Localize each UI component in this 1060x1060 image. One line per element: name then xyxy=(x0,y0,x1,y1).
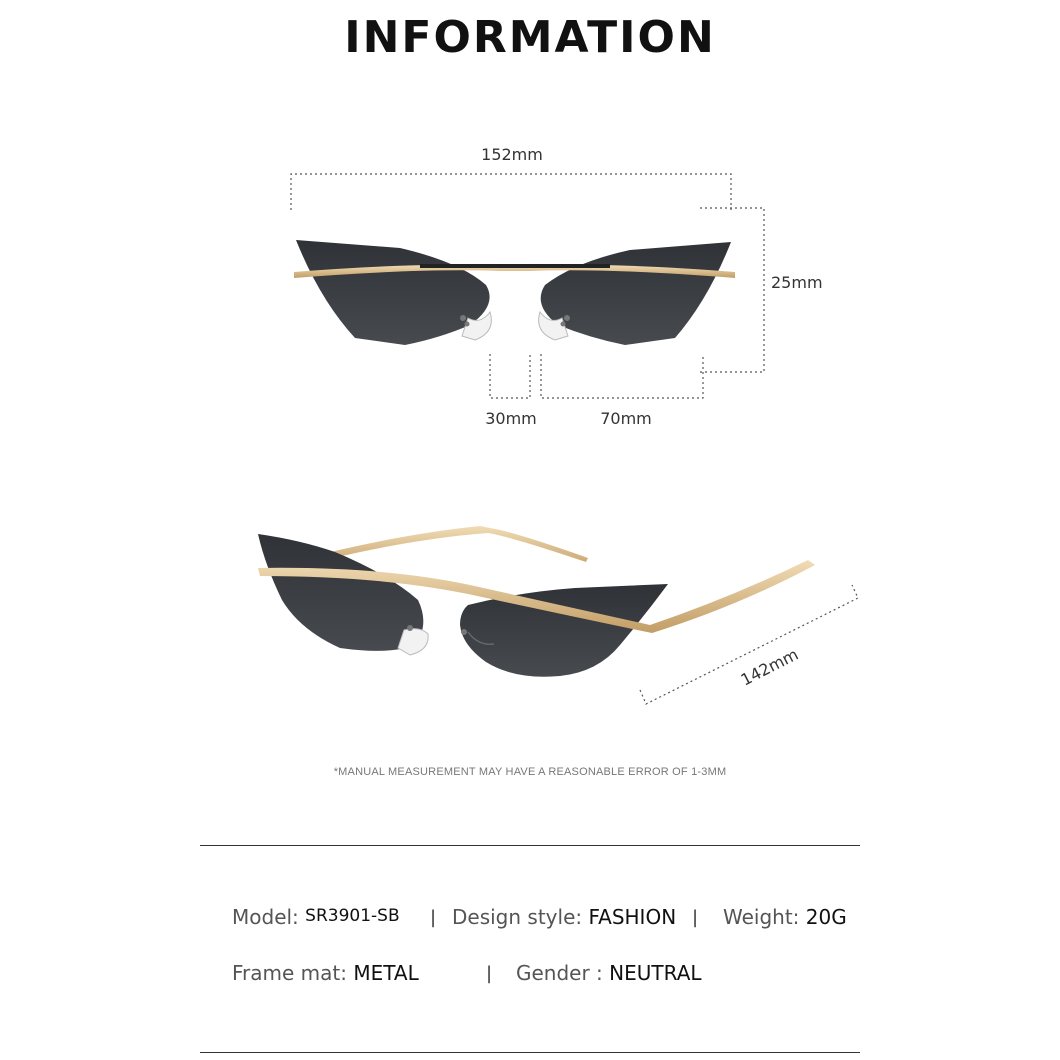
gender-value: NEUTRAL xyxy=(609,961,702,985)
design-label: Design style: xyxy=(452,905,583,929)
total-width-label: 152mm xyxy=(481,145,543,164)
bridge-width-label: 30mm xyxy=(485,409,537,428)
angled-view-glasses xyxy=(258,526,815,677)
temple-length-label: 142mm xyxy=(737,644,802,690)
design-spec xyxy=(452,905,676,929)
bottom-divider xyxy=(200,1052,860,1053)
design-value: FASHION xyxy=(588,905,677,929)
weight-label: Weight: xyxy=(723,905,800,929)
front-view-glasses xyxy=(294,240,735,345)
page-title: INFORMATION xyxy=(344,12,716,63)
frame-value: METAL xyxy=(353,961,419,985)
model-spec xyxy=(232,905,400,929)
measurement-note: *MANUAL MEASUREMENT MAY HAVE A REASONABLE ERROR OF 1-3MM xyxy=(333,766,727,778)
separator: | xyxy=(692,907,699,928)
top-divider xyxy=(200,845,860,846)
lens-height-label: 25mm xyxy=(771,273,823,292)
lens-width-label: 70mm xyxy=(600,409,652,428)
separator: | xyxy=(430,907,437,928)
separator: | xyxy=(486,963,493,984)
front-left-lens xyxy=(296,240,490,345)
weight-spec xyxy=(723,905,847,929)
weight-value: 20G xyxy=(805,905,847,929)
front-right-lens xyxy=(541,242,731,345)
front-bridge xyxy=(420,264,610,268)
model-value: SR3901-SB xyxy=(305,906,400,926)
frame-spec xyxy=(232,961,419,985)
frame-label: Frame mat: xyxy=(232,961,347,985)
gender-spec xyxy=(516,961,702,985)
gender-label: Gender : xyxy=(516,961,603,985)
model-label: Model: xyxy=(232,905,299,929)
